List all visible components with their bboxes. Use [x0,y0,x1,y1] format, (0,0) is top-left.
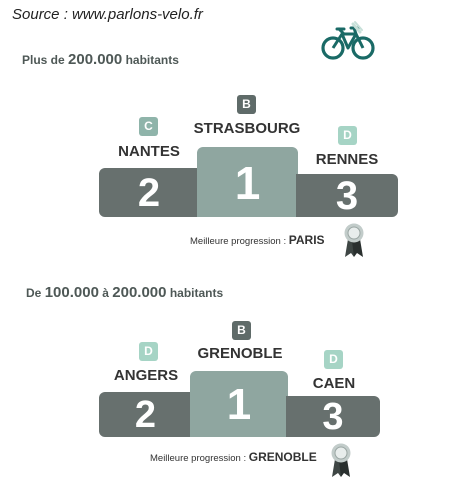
city-second: NANTES [118,143,180,160]
heading-number-high: 200.000 [112,284,167,301]
grade-badge-first: B [237,95,256,114]
progress-label: Meilleure progression : [190,236,289,247]
medal-icon [344,222,364,258]
podium-step-first: 1 [190,371,288,437]
section2-heading [26,284,223,301]
heading-prefix: Plus de [22,53,69,67]
grade-badge-third: D [324,350,343,369]
heading-middle: à [98,286,113,300]
heading-suffix: habitants [122,53,179,67]
progress-city: PARIS [288,233,325,247]
grade-badge-third: D [338,126,357,145]
city-second: ANGERS [113,367,179,384]
podium-step-third: 3 [296,174,398,217]
heading-suffix: habitants [166,286,224,300]
best-progression [190,233,325,247]
podium-step-second: 2 [99,168,199,217]
podium-step-second: 2 [99,392,192,437]
source-text: Source : www.parlons-velo.fr [12,6,203,23]
city-first: GRENOBLE [197,345,283,362]
section1-heading [22,51,179,68]
best-progression [150,450,317,464]
medal-icon [331,442,351,478]
podium-step-third: 3 [286,396,380,437]
grade-badge-second: C [139,117,158,136]
heading-prefix: De [26,286,45,300]
heading-number: 200.000 [68,51,123,68]
heading-number-low: 100.000 [44,284,99,301]
city-third: RENNES [315,151,379,168]
progress-city: GRENOBLE [248,450,317,464]
grade-badge-first: B [232,321,251,340]
podium-step-first: 1 [197,147,298,217]
grade-badge-second: D [139,342,158,361]
progress-label: Meilleure progression : [150,453,249,464]
city-third: CAEN [312,375,356,392]
city-first: STRASBOURG [193,120,301,137]
bike-icon [320,20,376,62]
